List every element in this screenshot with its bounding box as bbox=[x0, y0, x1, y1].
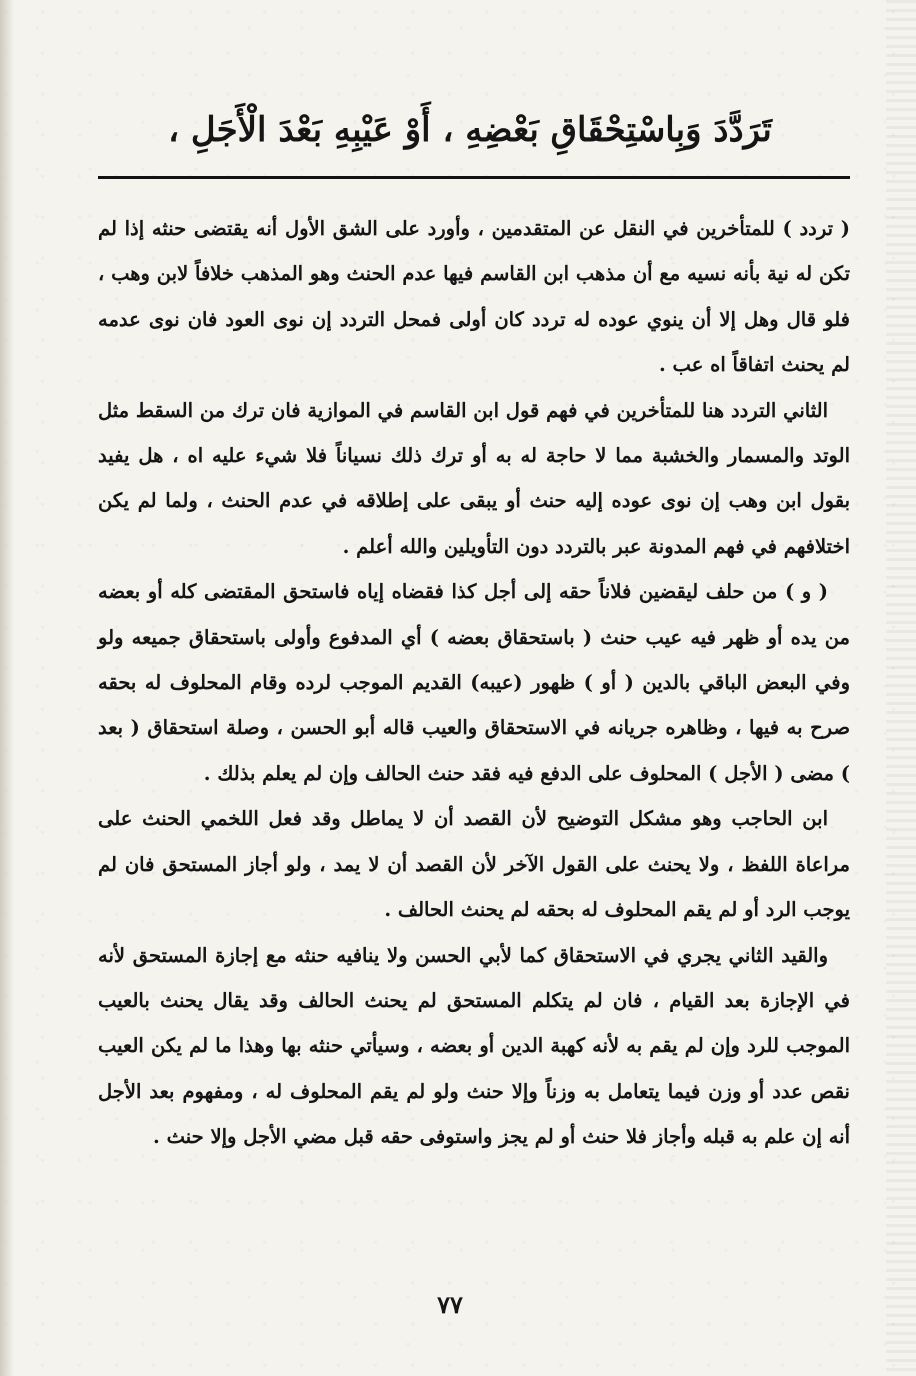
page-left-shadow bbox=[0, 0, 14, 1376]
paragraph: ابن الحاجب وهو مشكل التوضيح لأن القصد أن لا يماطل وقد فعل اللخمي الحنث على مراعاة اللفظ ، ولا يحنث على القول الآخر لأن القصد أن لا يمد ، ولو أجاز المستحق فان لم يوجب الرد أو لم يقم المحلوف له بحقه لم يحنث الحالف . bbox=[98, 807, 850, 922]
paragraph: ( تردد ) للمتأخرين في النقل عن المتقدمين ، وأورد على الشق الأول أنه يقتضى حنثه إذا لم تكن له نية بأنه نسيه مع أن مذهب ابن القاسم فيها عدم الحنث وهو المذهب خلافاً لابن وهب ، فلو قال وهل إلا أن ينوي عوده له تردد كان أولى فمحل التردد إن نوى العود فان نوى عدمه لم يحنث اتفاقاً اه عب . bbox=[98, 217, 850, 377]
header-divider bbox=[98, 176, 850, 179]
paragraph: والقيد الثاني يجري في الاستحقاق كما لأبي الحسن ولا ينافيه حنثه مع إجازة المستحق لأنه في الإجازة بعد القيام ، فان لم يتكلم المستحق لم يحنث الحالف وقد يقال يحنث بالعيب الموجب للرد وإن لم يقم به لأنه كهبة الدين أو بعضه ، وسيأتي حنثه بها وهذا ما لم يكن العيب نقص عدد أو وزن فيما يتعامل به وزناً وإلا حنث ولو لم يقم المحلوف له ، ومفهوم بعد الأجل أنه إن علم به قبله وأجاز فلا حنث أو لم يجز واستوفى حقه قبل مضي الأجل وإلا حنث . bbox=[98, 943, 850, 1149]
page-header-title: تَرَدَّدَ وَبِاسْتِحْقَاقِ بَعْضِهِ ، أَوْ عَيْبِهِ بَعْدَ الْأَجَلِ ، bbox=[168, 110, 772, 150]
main-text bbox=[98, 206, 850, 1160]
paragraph: الثاني التردد هنا للمتأخرين في فهم قول ابن القاسم في الموازية فان ترك من السقط مثل الوتد والمسمار والخشبة مما لا حاجة له به أو ترك ذلك نسياناً فلا شيء عليه اه ، هل يفيد بقول ابن وهب إن نوى عوده إليه حنث أو يبقى على إطلاقه في عدم الحنث ، ولما لم يكن اختلافهم في فهم المدونة عبر بالتردد دون التأويلين والله أعلم . bbox=[98, 398, 850, 558]
page-number: ٧٧ bbox=[437, 1290, 463, 1319]
page-right-margin-texture bbox=[886, 0, 916, 1376]
paragraph: ( و ) من حلف ليقضين فلاناً حقه إلى أجل كذا فقضاه إياه فاستحق المقتضى كله أو بعضه من يده أو ظهر فيه عيب حنث ( باستحقاق بعضه ) أي المدفوع وأولى باستحقاق جميعه ولو وفي البعض الباقي بالدين ( أو ) ظهور (عيبه) القديم الموجب لرده وقام المحلوف له بحقه صرح به فيها ، وظاهره جريانه في الاستحقاق والعيب قاله أبو الحسن ، وصلة استحقاق ( بعد ) مضى ( الأجل ) المحلوف على الدفع فيه فقد حنث الحالف وإن لم يعلم بذلك . bbox=[98, 580, 850, 785]
